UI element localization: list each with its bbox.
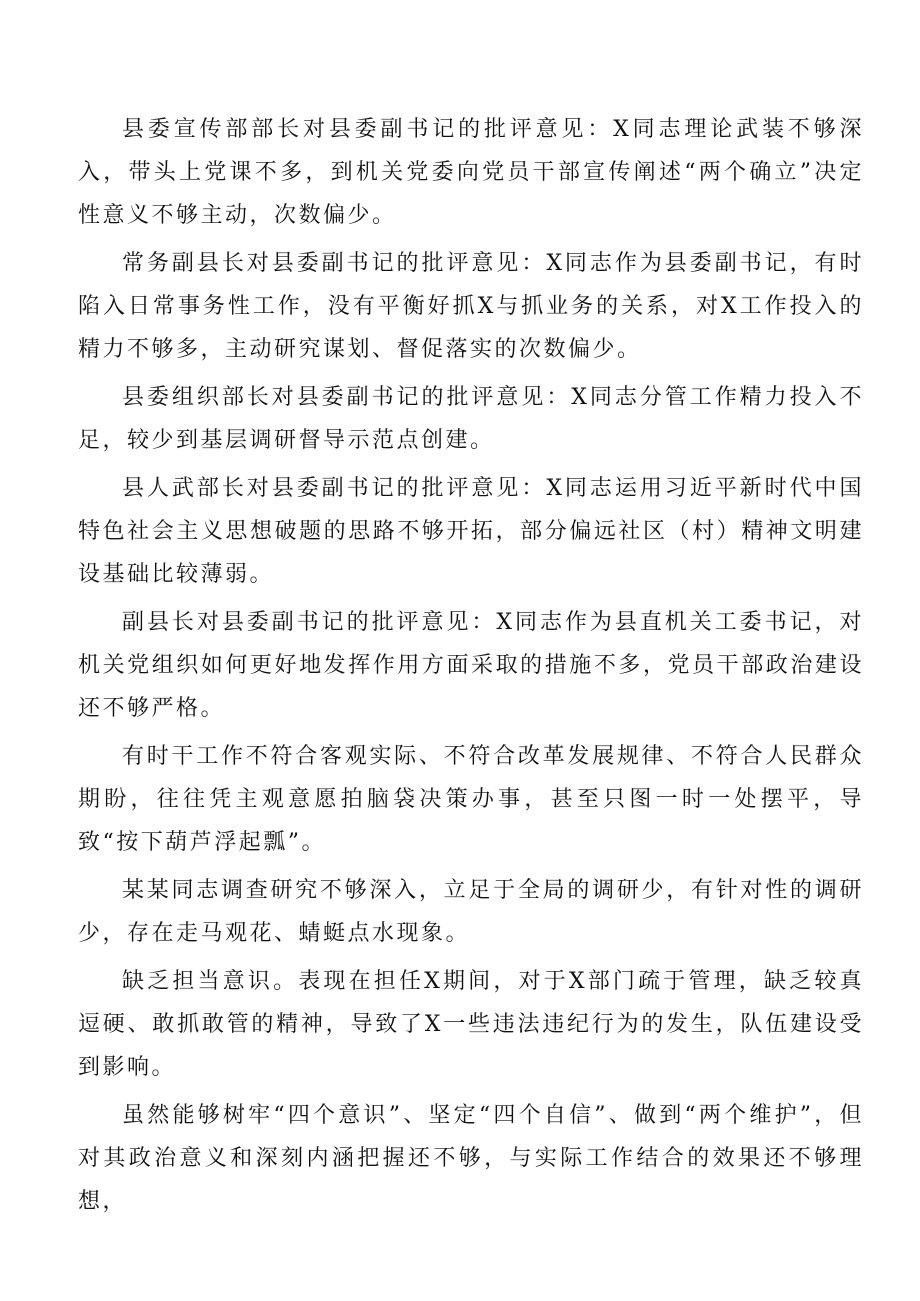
document-body	[78, 108, 864, 1228]
paragraph-3: 县委组织部长对县委副书记的批评意见：X同志分管工作精力投入不足，较少到基层调研督导示范点创建。	[78, 385, 864, 453]
paragraph-9: 虽然能够树牢“四个意识”、坚定“四个自信”、做到“两个维护”，但对其政治意义和深刻内涵把握还不够，与实际工作结合的效果还不够理想，	[78, 1103, 865, 1214]
paragraph-5: 副县长对县委副书记的批评意见：X同志作为县直机关工委书记，对机关党组织如何更好地发挥作用方面采取的措施不多，党员干部政治建设还不够严格。	[78, 610, 864, 721]
paragraph-4: 县人武部长对县委副书记的批评意见：X同志运用习近平新时代中国特色社会主义思想破题的思路不够开拓，部分偏远社区（村）精神文明建设基础比较薄弱。	[78, 476, 864, 587]
paragraph-2: 常务副县长对县委副书记的批评意见：X同志作为县委副书记，有时陷入日常事务性工作，没有平衡好抓X与抓业务的关系，对X工作投入的精力不够多，主动研究谋划、督促落实的次数偏少。	[78, 251, 864, 362]
paragraph-8: 缺乏担当意识。表现在担任X期间，对于X部门疏于管理，缺乏较真逗硬、敢抓敢管的精神，导致了X一些违法违纪行为的发生，队伍建设受到影响。	[78, 969, 864, 1080]
paragraph-6: 有时干工作不符合客观实际、不符合改革发展规律、不符合人民群众期盼，往往凭主观意愿拍脑袋决策办事，甚至只图一时一处摆平，导致“按下葫芦浮起瓢”。	[78, 744, 864, 855]
paragraph-1: 县委宣传部部长对县委副书记的批评意见：X同志理论武装不够深入，带头上党课不多，到机关党委向党员干部宣传阐述“两个确立”决定性意义不够主动，次数偏少。	[78, 117, 864, 228]
paragraph-7: 某某同志调查研究不够深入，立足于全局的调研少，有针对性的调研少，存在走马观花、蜻蜓点水现象。	[78, 878, 864, 946]
